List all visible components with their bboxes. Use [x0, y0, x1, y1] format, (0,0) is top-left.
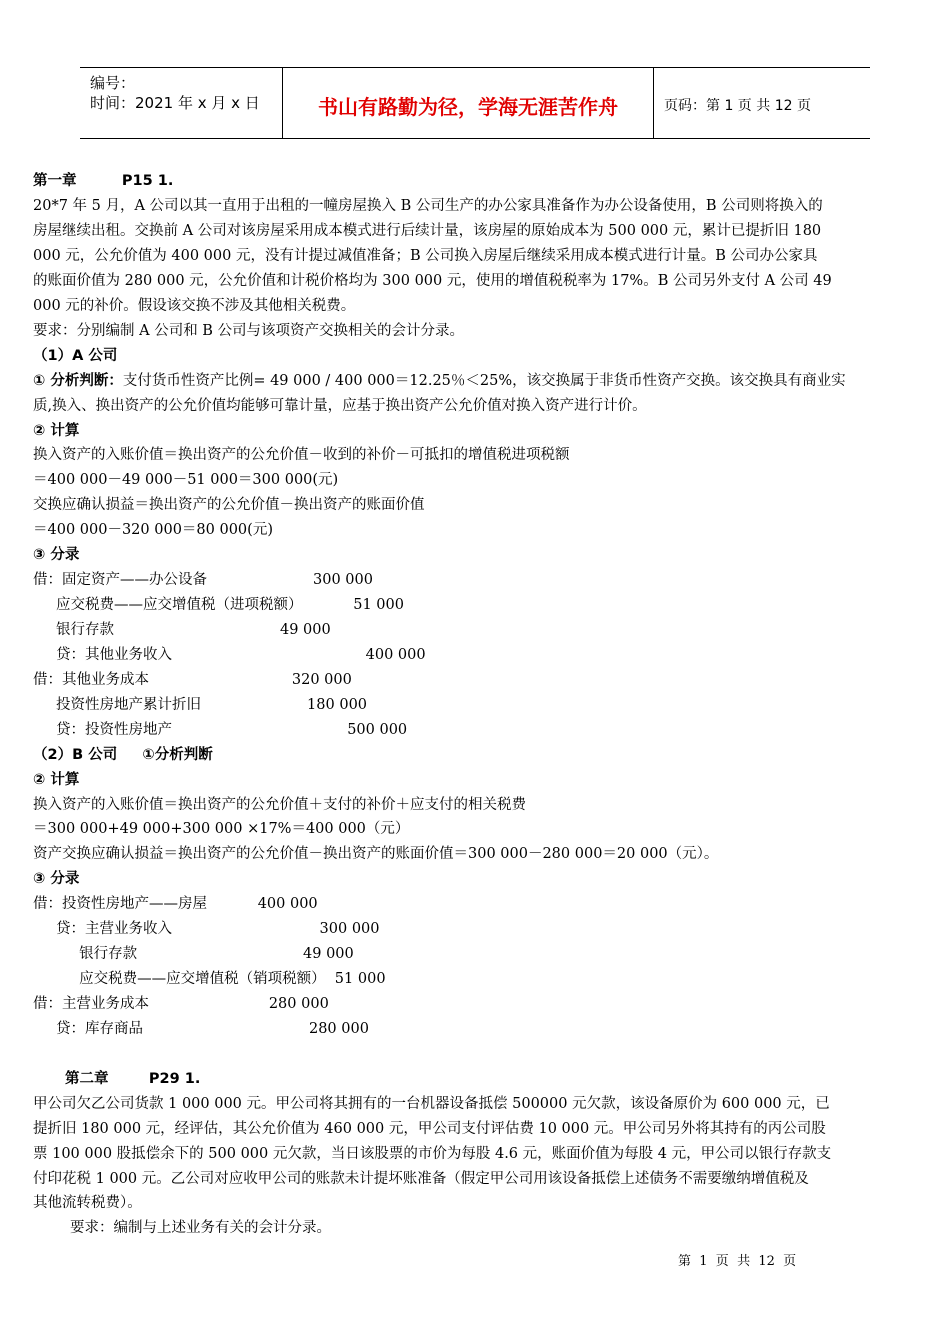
- document-date-label: 时间：2021 年 x 月 x 日: [90, 94, 260, 112]
- header-motto-cell: [283, 68, 654, 138]
- page-footer: 第 1 页 共 12 页: [678, 1254, 797, 1269]
- text-line: 000 元，公允价值为 400 000 元，没有计提过减值准备；B 公司换入房屋后继续采用成本模式进行计量。B 公司办公家具: [33, 248, 818, 264]
- section-heading: （2）B 公司 ①分析判断: [33, 747, 213, 763]
- document-number-label: 编号：: [90, 74, 136, 92]
- text-line: 换入资产的入账价值＝换出资产的公允价值＋支付的补价＋应支付的相关税费: [33, 797, 526, 813]
- text-line: 资产交换应确认损益＝换出资产的公允价值－换出资产的账面价值＝300 000－280 000＝20 000（元）。: [33, 846, 719, 862]
- text-line: 要求：编制与上述业务有关的会计分录。: [70, 1220, 331, 1236]
- text-line: 提折旧 180 000 元，经评估，其公允价值为 460 000 元，甲公司支付评估费 10 000 元。甲公司另外将其持有的丙公司股: [33, 1121, 826, 1137]
- journal-line: 应交税费——应交增值税（进项税额） 51 000: [33, 597, 404, 613]
- subheading: ③ 分录: [33, 871, 80, 887]
- header-page-cell: [654, 68, 870, 138]
- text-line: 的账面价值为 280 000 元，公允价值和计税价格均为 300 000 元，使用的增值税税率为 17%。B 公司另外支付 A 公司 49: [33, 273, 832, 289]
- journal-line: 贷：主营业务收入 300 000: [33, 921, 380, 937]
- text-line: 交换应确认损益＝换出资产的公允价值－换出资产的账面价值: [33, 497, 425, 513]
- journal-line: 贷：投资性房地产 500 000: [33, 722, 408, 738]
- journal-line: 借：主营业务成本 280 000: [33, 996, 329, 1012]
- page-indicator: 页码：第 1 页 共 12 页: [664, 98, 811, 114]
- text-line: 20*7 年 5 月，A 公司以其一直用于出租的一幢房屋换入 B 公司生产的办公家具准备作为办公设备使用，B 公司则将换入的: [33, 198, 823, 214]
- journal-line: 贷：其他业务收入 400 000: [33, 647, 426, 663]
- text-line: 甲公司欠乙公司货款 1 000 000 元。甲公司将其拥有的一台机器设备抵偿 500000 元欠款，该设备原价为 600 000 元，已: [33, 1096, 830, 1112]
- header-info-cell: [80, 68, 283, 138]
- subheading: ① 分析判断：: [33, 373, 123, 389]
- text-line: 票 100 000 股抵偿余下的 500 000 元欠款，当日该股票的市价为每股 4.6 元，账面价值为每股 4 元，甲公司以银行存款支: [33, 1146, 832, 1162]
- text-line: ＝300 000+49 000+300 000 ×17%＝400 000（元）: [33, 821, 410, 837]
- text-line: 房屋继续出租。交换前 A 公司对该房屋采用成本模式进行后续计量，该房屋的原始成本为 500 000 元，累计已提折旧 180: [33, 223, 822, 239]
- text-line: 要求：分别编制 A 公司和 B 公司与该项资产交换相关的会计分录。: [33, 323, 465, 339]
- document-header: [80, 67, 870, 139]
- chapter-heading: 第一章 P15 1.: [33, 173, 174, 189]
- journal-line: 应交税费——应交增值税（销项税额） 51 000: [33, 971, 386, 987]
- journal-line: 借：投资性房地产——房屋 400 000: [33, 896, 318, 912]
- text-line: ＝400 000－320 000＝80 000(元): [33, 522, 273, 538]
- journal-line: 投资性房地产累计折旧 180 000: [33, 697, 368, 713]
- subheading: ② 计算: [33, 772, 80, 788]
- text-line: ＝400 000－49 000－51 000＝300 000(元): [33, 472, 339, 488]
- motto: 书山有路勤为径，学海无涯苦作舟: [318, 95, 618, 119]
- journal-line: 借：其他业务成本 320 000: [33, 672, 352, 688]
- text-line: 质,换入、换出资产的公允价值均能够可靠计量，应基于换出资产公允价值对换入资产进行计价。: [33, 398, 647, 414]
- text-line: 其他流转税费）。: [33, 1195, 142, 1211]
- text-line: 付印花税 1 000 元。乙公司对应收甲公司的账款未计提坏账准备（假定甲公司用该设备抵偿上述债务不需要缴纳增值税及: [33, 1171, 809, 1187]
- journal-line: 银行存款 49 000: [33, 946, 354, 962]
- text-line: [33, 372, 846, 390]
- section-heading: （1）A 公司: [33, 348, 118, 364]
- journal-line: 贷：库存商品 280 000: [33, 1021, 369, 1037]
- chapter-heading: 第二章 P29 1.: [65, 1071, 201, 1087]
- subheading: ② 计算: [33, 423, 80, 439]
- subheading: ③ 分录: [33, 547, 80, 563]
- journal-line: 银行存款 49 000: [33, 622, 331, 638]
- text-line: 换入资产的入账价值＝换出资产的公允价值－收到的补价－可抵扣的增值税进项税额: [33, 447, 570, 463]
- text-span: 支付货币性资产比例= 49 000 / 400 000＝12.25％＜25%，该交换属于非货币性资产交换。该交换具有商业实: [122, 373, 846, 389]
- text-line: 000 元的补价。假设该交换不涉及其他相关税费。: [33, 298, 356, 314]
- journal-line: 借：固定资产——办公设备 300 000: [33, 572, 373, 588]
